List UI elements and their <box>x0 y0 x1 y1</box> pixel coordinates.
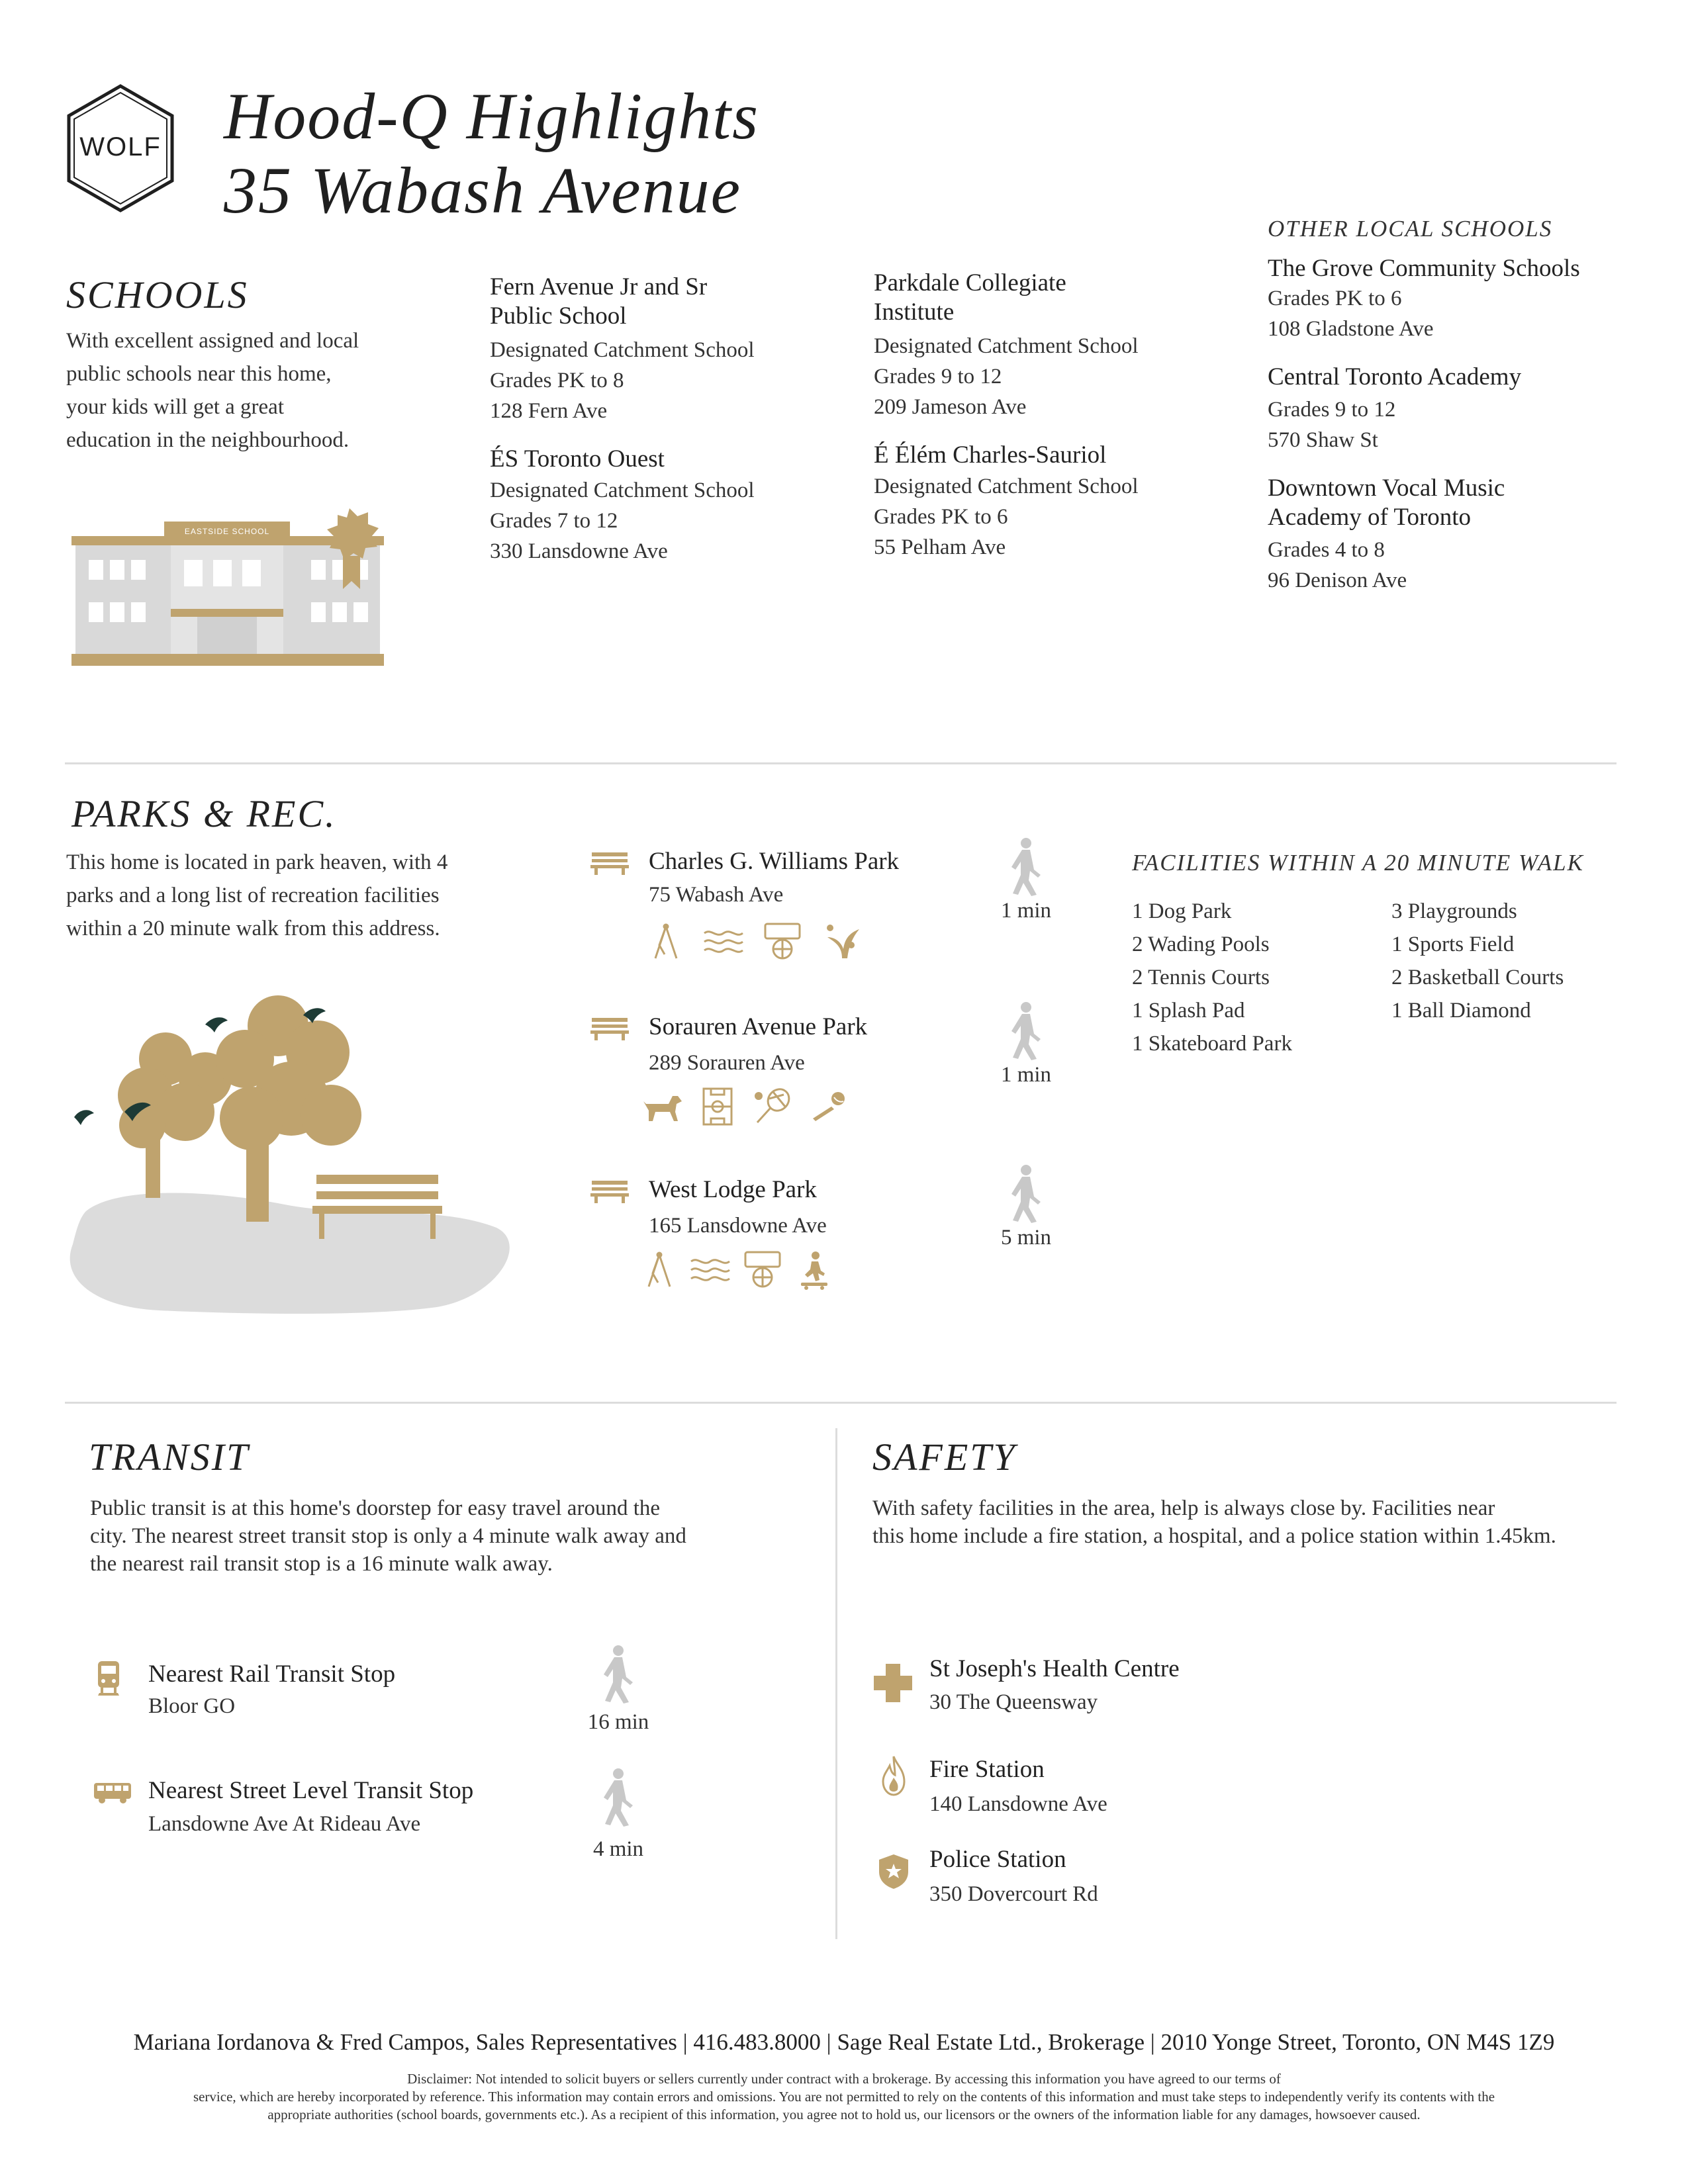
school-column-1 <box>490 273 834 567</box>
school-type: Designated Catchment School <box>490 338 755 362</box>
school-address: 209 Jameson Ave <box>874 395 1027 419</box>
walking-person-icon <box>598 1768 637 1828</box>
schools-intro-line: public schools near this home, <box>66 362 332 386</box>
facility-item: 3 Playgrounds <box>1391 899 1517 923</box>
parks-intro-line: parks and a long list of recreation facilities <box>66 884 440 907</box>
safety-item-hospital <box>872 1648 1534 1727</box>
park-name: Sorauren Avenue Park <box>649 1013 868 1040</box>
transit-intro-line: the nearest rail transit stop is a 16 minute walk away. <box>90 1552 553 1576</box>
facilities-list-2 <box>1391 895 1564 1027</box>
basketball-icon <box>743 1251 782 1289</box>
bench-icon <box>590 851 629 875</box>
walk-time: 5 min <box>1000 1226 1052 1250</box>
safety-heading: SAFETY <box>872 1435 1017 1479</box>
police-badge-icon <box>878 1853 910 1890</box>
bus-icon <box>93 1782 132 1805</box>
park-facility-icons <box>649 923 874 962</box>
park-name: Charles G. Williams Park <box>649 848 900 875</box>
safety-item-fire-station <box>872 1751 1534 1831</box>
school-sign: EASTSIDE SCHOOL <box>184 527 270 536</box>
walk-time: 16 min <box>587 1710 649 1734</box>
walking-person-icon <box>1006 838 1045 897</box>
page-title <box>224 79 759 228</box>
school-grades: Grades PK to 8 <box>490 369 624 392</box>
facilities-heading: FACILITIES WITHIN A 20 MINUTE WALK <box>1132 850 1584 876</box>
school-name: Parkdale Collegiate Institute <box>874 269 1066 326</box>
rail-transit-stop <box>93 1655 688 1747</box>
sports-field-icon <box>702 1087 733 1126</box>
street-stop-name: Lansdowne Ave At Rideau Ave <box>148 1812 421 1836</box>
transit-heading: TRANSIT <box>89 1435 250 1479</box>
transit-intro-line: city. The nearest street transit stop is only a 4 minute walk away and <box>90 1524 686 1548</box>
school-address: 330 Lansdowne Ave <box>490 539 668 563</box>
school-entry <box>490 273 834 426</box>
facility-item: 1 Sports Field <box>1391 933 1515 956</box>
other-schools-heading: OTHER LOCAL SCHOOLS <box>1268 216 1553 242</box>
street-transit-stop <box>93 1771 688 1864</box>
school-name: Central Toronto Academy <box>1268 363 1522 390</box>
transit-intro-line: Public transit is at this home's doorstep for easy travel around the <box>90 1496 661 1520</box>
safety-item-police-station <box>872 1839 1534 1918</box>
walk-time: 1 min <box>1000 1063 1052 1087</box>
divider <box>65 762 1617 764</box>
street-stop-label: Nearest Street Level Transit Stop <box>148 1777 474 1804</box>
school-grades: Grades 7 to 12 <box>490 509 618 533</box>
school-address: 108 Gladstone Ave <box>1268 317 1434 341</box>
transit-intro <box>90 1494 686 1578</box>
school-grades: Grades 9 to 12 <box>1268 398 1396 422</box>
school-address: 96 Denison Ave <box>1268 569 1407 592</box>
school-type: Designated Catchment School <box>874 334 1139 358</box>
park-facility-icons <box>642 1251 867 1291</box>
title-line-2: 35 Wabash Avenue <box>224 154 741 227</box>
bench-icon <box>590 1017 629 1040</box>
tennis-icon <box>752 1087 793 1126</box>
ball-diamond-icon <box>812 1091 854 1121</box>
facility-item: 1 Dog Park <box>1132 899 1232 923</box>
wading-pool-icon <box>690 1256 731 1284</box>
walking-person-icon <box>1006 1002 1045 1062</box>
school-grades: Grades 4 to 8 <box>1268 538 1385 562</box>
schools-intro-line: With excellent assigned and local <box>66 329 359 353</box>
playground-icon <box>649 923 686 960</box>
facility-item: 1 Skateboard Park <box>1132 1032 1292 1056</box>
park-entry <box>589 1173 1092 1305</box>
safety-address: 30 The Queensway <box>929 1690 1098 1714</box>
park-illustration <box>66 986 516 1324</box>
school-grades: Grades 9 to 12 <box>874 365 1002 388</box>
school-grades: Grades PK to 6 <box>874 505 1008 529</box>
park-list <box>589 846 1092 1309</box>
school-address: 55 Pelham Ave <box>874 535 1006 559</box>
safety-intro <box>872 1494 1556 1550</box>
facility-item: 1 Ball Diamond <box>1391 999 1531 1023</box>
school-entry <box>874 269 1231 422</box>
safety-name: St Joseph's Health Centre <box>929 1655 1180 1682</box>
divider-vertical <box>835 1428 837 1939</box>
footer-disclaimer <box>26 2070 1662 2124</box>
walk-time: 4 min <box>592 1837 644 1861</box>
school-entry <box>874 441 1231 563</box>
school-type: Designated Catchment School <box>874 475 1139 498</box>
disclaimer-line: appropriate authorities (school boards, governments etc.). As a recipient of this information, you agree not to hold us, our licensors or the owners of the information liable for any damages, howsoever caused. <box>267 2107 1421 2122</box>
basketball-icon <box>763 923 802 961</box>
park-address: 289 Sorauren Ave <box>649 1051 805 1075</box>
safety-intro-line: With safety facilities in the area, help is always close by. Facilities near <box>872 1496 1495 1520</box>
park-entry <box>589 846 1092 978</box>
skateboard-icon <box>798 1251 830 1291</box>
facility-item: 2 Wading Pools <box>1132 933 1270 956</box>
facilities-list-1 <box>1132 895 1292 1060</box>
logo-text: WOLF <box>79 132 162 161</box>
school-address: 570 Shaw St <box>1268 428 1378 452</box>
school-name: Downtown Vocal Music Academy of Toronto <box>1268 475 1505 531</box>
school-entry <box>1268 474 1665 596</box>
dog-park-icon <box>642 1091 683 1122</box>
parks-intro <box>66 846 447 945</box>
school-name: ÉS Toronto Ouest <box>490 445 665 473</box>
disclaimer-line: service, which are hereby incorporated by reference. This information may contain errors and omissions. You are not permitted to rely on the contents of this information and must take steps to independently verify its contents with the <box>193 2089 1495 2105</box>
schools-heading: SCHOOLS <box>66 273 249 316</box>
safety-intro-line: this home include a fire station, a hospital, and a police station within 1.45km. <box>872 1524 1556 1548</box>
rail-stop-name: Bloor GO <box>148 1694 236 1718</box>
safety-address: 350 Dovercourt Rd <box>929 1882 1098 1906</box>
school-name: The Grove Community Schools <box>1268 255 1580 282</box>
wading-pool-icon <box>703 928 744 956</box>
bench-icon <box>590 1179 629 1203</box>
facility-item: 1 Splash Pad <box>1132 999 1245 1023</box>
walking-person-icon <box>1006 1165 1045 1224</box>
school-address: 128 Fern Ave <box>490 399 608 423</box>
safety-name: Fire Station <box>929 1756 1045 1783</box>
park-address: 75 Wabash Ave <box>649 883 784 907</box>
school-grades: Grades PK to 6 <box>1268 287 1402 310</box>
schools-intro-line: education in the neighbourhood. <box>66 428 350 452</box>
school-entry <box>490 445 834 567</box>
parks-intro-line: within a 20 minute walk from this address. <box>66 917 440 940</box>
school-entry <box>1268 363 1665 455</box>
school-column-2 <box>874 269 1231 563</box>
hospital-cross-icon <box>872 1662 914 1704</box>
wolf-logo <box>65 83 176 213</box>
parks-intro-line: This home is located in park heaven, with 4 <box>66 850 448 874</box>
school-name: Fern Avenue Jr and Sr Public School <box>490 273 708 330</box>
school-type: Designated Catchment School <box>490 478 755 502</box>
facility-item: 2 Basketball Courts <box>1391 966 1564 989</box>
parks-heading: PARKS & REC. <box>71 792 337 835</box>
splash-pad-icon <box>822 923 863 960</box>
school-entry <box>1268 254 1665 344</box>
facility-item: 2 Tennis Courts <box>1132 966 1270 989</box>
other-schools <box>1268 216 1665 596</box>
park-facility-icons <box>642 1087 867 1126</box>
disclaimer-line: Disclaimer: Not intended to solicit buyers or sellers currently under contract with a brokerage. By accessing this information you have agreed to our terms of <box>407 2071 1281 2087</box>
schools-intro-line: your kids will get a great <box>66 395 285 419</box>
divider <box>65 1402 1617 1404</box>
safety-name: Police Station <box>929 1846 1066 1873</box>
schools-intro <box>66 324 359 457</box>
walking-person-icon <box>598 1645 637 1705</box>
playground-icon <box>642 1251 679 1288</box>
walk-time: 1 min <box>1000 899 1052 923</box>
park-name: West Lodge Park <box>649 1176 817 1203</box>
rail-stop-label: Nearest Rail Transit Stop <box>148 1661 396 1688</box>
school-illustration <box>71 503 402 668</box>
title-line-1: Hood-Q Highlights <box>224 79 759 153</box>
footer-contact: Mariana Iordanova & Fred Campos, Sales Representatives | 416.483.8000 | Sage Real Estate Ltd., Brokerage | 2010 Yonge Street, Toronto, ON M4S 1Z9 <box>133 2029 1555 2055</box>
flame-icon <box>880 1755 907 1796</box>
train-icon <box>95 1660 122 1697</box>
school-name: É Élém Charles-Sauriol <box>874 441 1107 469</box>
safety-address: 140 Lansdowne Ave <box>929 1792 1107 1816</box>
park-address: 165 Lansdowne Ave <box>649 1214 827 1238</box>
park-entry <box>589 1010 1092 1142</box>
